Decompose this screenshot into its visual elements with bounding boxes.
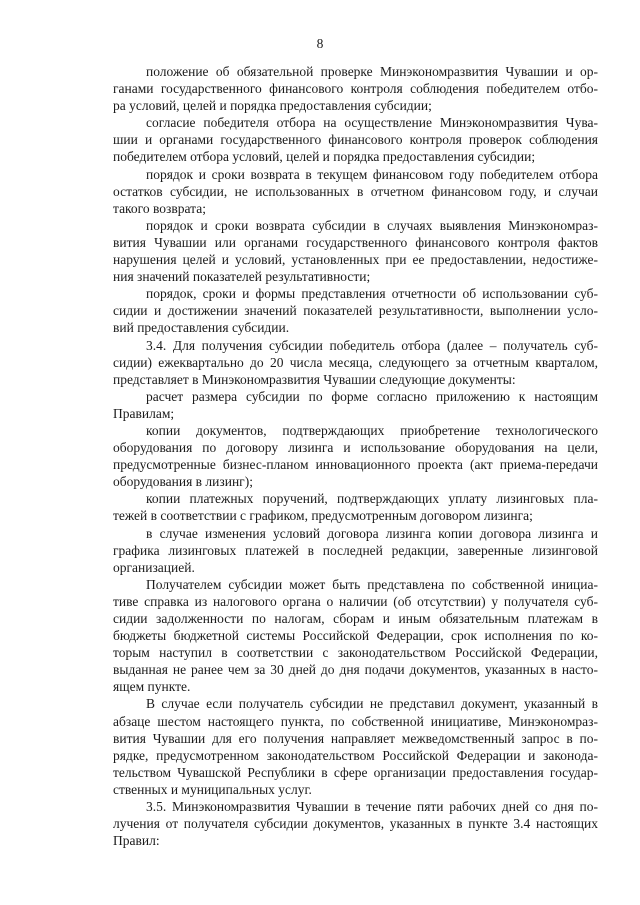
text-line: Получателем субсидии может быть представлена по собственной инициа- xyxy=(146,576,598,592)
text-line: вий предоставления субсидии. xyxy=(113,320,290,336)
text-line: порядок и сроки возврата в текущем финансовом году победителем отбора xyxy=(146,166,598,182)
text-line: расчет размера субсидии по форме согласно приложению к настоящим xyxy=(146,388,598,404)
text-line: предусмотренные бизнес-планом инновационного проекта (акт приема-передачи xyxy=(113,457,598,473)
text-line: 3.5. Минэкономразвития Чувашии в течение пяти рабочих дней со дня по- xyxy=(146,799,598,815)
text-line: ганами государственного финансового контроля соблюдения победителем отбо- xyxy=(113,81,598,97)
text-line: В случае если получатель субсидии не представил документ, указанный в xyxy=(146,696,598,712)
text-line: сидии) ежеквартально до 20 числа месяца, следующего за отчетным кварталом, xyxy=(113,354,598,370)
text-line: оборудования по договору лизинга и использование оборудования на цели, xyxy=(113,440,598,456)
page-number: 8 xyxy=(316,36,324,51)
text-line: копии документов, подтверждающих приобретение технологического xyxy=(146,422,598,438)
text-line: торым наступил в соответствии с законодательством Российской Федерации, xyxy=(113,645,598,661)
text-line: тельством Чувашской Республики в сфере организации предоставления государ- xyxy=(113,764,598,780)
text-line: сидии и достижении значений показателей результативности, выполнении усло- xyxy=(113,303,598,319)
text-line: ственных и муниципальных услуг. xyxy=(113,781,312,797)
text-line: порядок и сроки возврата субсидии в случаях выявления Минэкономраз- xyxy=(146,217,598,233)
text-line: ния значений показателей результативности; xyxy=(113,269,371,285)
text-line: шии и органами государственного финансового контроля проверок соблюдения xyxy=(113,132,598,148)
text-line: тиве справка из налогового органа о наличии (об отсутствии) у получателя суб- xyxy=(113,593,598,609)
text-line: остатков субсидии, не использованных в отчетном финансовом году, и случаи xyxy=(113,183,598,199)
text-line: Правилам; xyxy=(113,405,175,421)
text-line: ра условий, целей и порядка предоставления субсидии; xyxy=(113,98,432,114)
text-line: сидии задолженности по налогам, сборам и иным обязательным платежам в xyxy=(113,611,598,626)
text-line: бюджеты бюджетной системы Российской Федерации, срок исполнения по ко- xyxy=(113,628,598,644)
text-line: оборудования в лизинг); xyxy=(113,474,253,490)
text-line: 3.4. Для получения субсидии победитель отбора (далее – получатель суб- xyxy=(146,337,598,353)
text-line: нарушения целей и условий, установленных при ее предоставлении, недостиже- xyxy=(113,252,598,268)
text-line: тежей в соответствии с графиком, предусмотренным договором лизинга; xyxy=(113,508,533,524)
text-line: согласие победителя отбора на осуществление Минэкономразвития Чува- xyxy=(146,115,598,131)
text-line: представляет в Минэкономразвития Чувашии следующие документы: xyxy=(113,371,516,387)
text-line: рядке, предусмотренном законодательством Российской Федерации и законода- xyxy=(113,747,598,763)
document-body xyxy=(113,63,598,849)
text-line: порядок, сроки и формы представления отчетности об использовании суб- xyxy=(146,286,598,302)
text-line: графика лизинговых платежей в последней редакции, заверенные лизинговой xyxy=(113,542,598,558)
text-line: вития Чувашии или органами государственного финансового контроля фактов xyxy=(113,234,598,250)
text-line: такого возврата; xyxy=(113,200,206,216)
text-line: организацией. xyxy=(113,559,195,575)
text-line: Правил: xyxy=(113,833,160,849)
text-line: абзаце шестом настоящего пункта, по собственной инициативе, Минэкономраз- xyxy=(113,713,598,729)
text-line: в случае изменения условий договора лизинга копии договора лизинга и xyxy=(146,525,598,541)
text-line: ящем пункте. xyxy=(113,679,191,695)
text-line: лучения от получателя субсидии документов, указанных в пункте 3.4 настоящих xyxy=(113,816,598,832)
text-line: вития Чувашии для его получения направляет межведомственный запрос в по- xyxy=(113,730,598,746)
text-line: выданная не ранее чем за 30 дней до дня подачи документов, указанных в насто- xyxy=(113,662,598,678)
text-line: копии платежных поручений, подтверждающих уплату лизинговых пла- xyxy=(146,491,598,507)
text-line: положение об обязательной проверке Минэкономразвития Чувашии и ор- xyxy=(146,64,598,79)
text-line: победителем отбора условий, целей и порядка предоставления субсидии; xyxy=(113,149,536,165)
